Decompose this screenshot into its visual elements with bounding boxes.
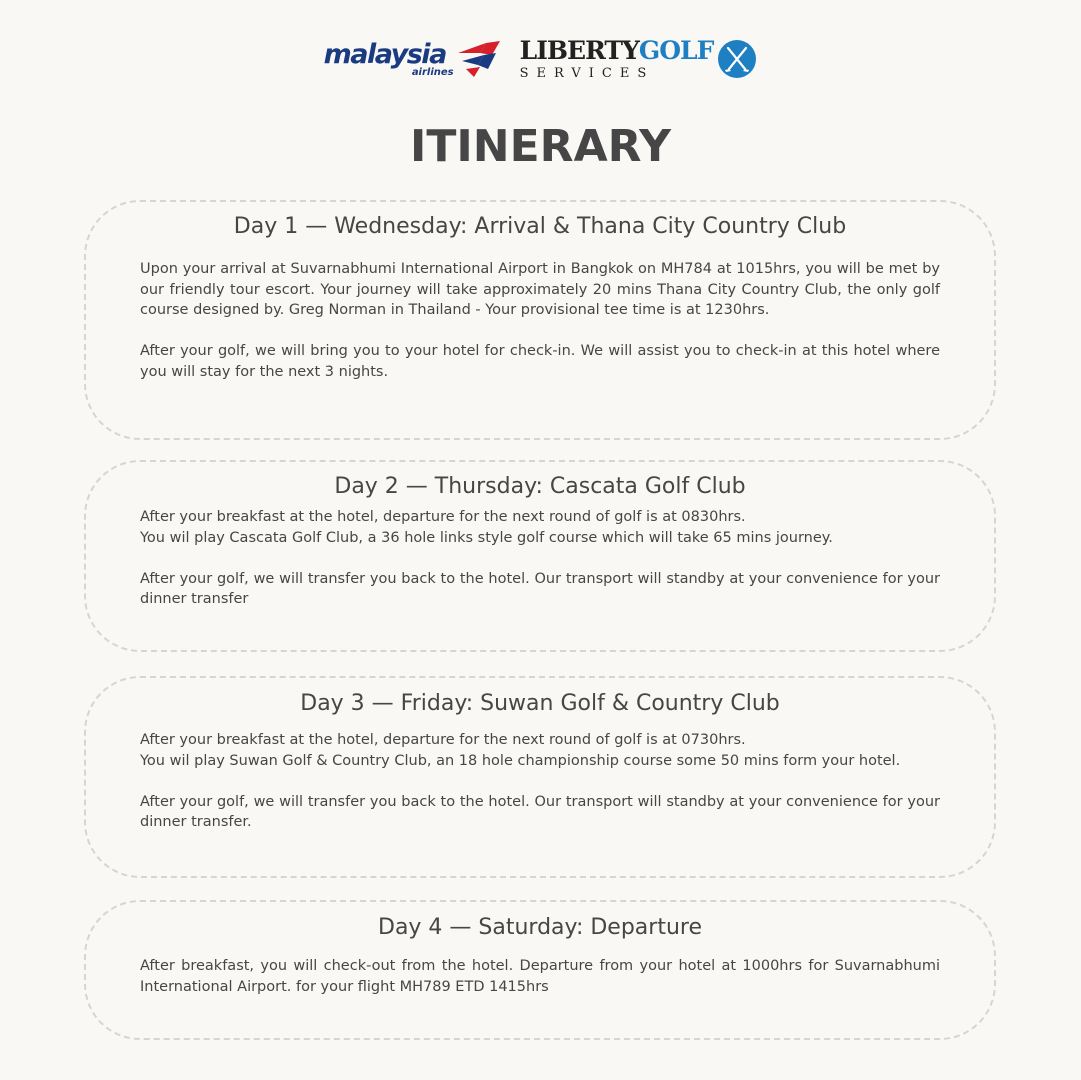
day-paragraph: Upon your arrival at Suvarnabhumi International Airport in Bangkok on MH784 at 1015hrs, you will be met by our friendly tour escort. Your journey will take approximately 20 mins Thana City Country Club, the only golf course designed by. Greg Norman in Thailand - Your provisional tee time is at 1230hrs. [140,261,940,318]
day-paragraph: After your breakfast at the hotel, departure for the next round of golf is at 0730hrs. [140,732,746,748]
liberty-golf-top-line [520,37,714,68]
liberty-golf-services-logo [520,37,758,82]
day-card-4 [84,900,996,1040]
day-heading: Day 4 — Saturday: Departure [378,915,702,940]
day-paragraph: After your golf, we will transfer you back to the hotel. Our transport will standby at your convenience for your dinner transfer [140,570,940,607]
day-body [86,241,994,382]
day-heading: Day 1 — Wednesday: Arrival & Thana City Country Club [233,214,847,239]
day-paragraph: You wil play Suwan Golf & Country Club, an 18 hole championship course some 50 mins form your hotel. [140,752,901,769]
day-card-2 [84,460,996,652]
header-logos [0,36,1081,82]
liberty-golf-wordmark [520,37,714,82]
services-word: SERVICES [519,65,655,81]
day-card-3 [84,676,996,878]
airlines-wordmark-text: airlines [411,67,454,78]
day-paragraph: After breakfast, you will check-out from the hotel. Departure from your hotel at 1000hrs for Suvarnabhumi International Airport. for your flight MH789 ETD 1415hrs [140,958,940,995]
day-body [86,501,994,610]
day-body [86,942,994,997]
day-heading: Day 2 — Thursday: Cascata Golf Club [334,474,746,499]
liberty-word: LIBERTY [519,35,639,65]
page-title: ITINERARY [410,121,671,172]
malaysia-wordmark-text: malaysia [323,39,446,70]
day-card-1 [84,200,996,440]
day-paragraph: After your breakfast at the hotel, departure for the next round of golf is at 0830hrs. [140,509,746,525]
crossed-golf-clubs-icon [717,39,757,79]
day-paragraph: You wil play Cascata Golf Club, a 36 hole links style golf course which will take 65 mins journey. [140,529,833,546]
golf-word: GOLF [638,35,714,65]
malaysia-airlines-wordmark [324,36,456,82]
wau-kite-icon [456,39,502,79]
malaysia-airlines-logo [324,36,502,82]
day-paragraph: After your golf, we will bring you to your hotel for check-in. We will assist you to check-in at this hotel where you will stay for the next 3 nights. [140,343,940,380]
day-paragraph: After your golf, we will transfer you back to the hotel. Our transport will standby at your convenience for your dinner transfer. [140,793,940,830]
day-heading: Day 3 — Friday: Suwan Golf & Country Club [300,691,780,716]
day-body [86,718,994,833]
